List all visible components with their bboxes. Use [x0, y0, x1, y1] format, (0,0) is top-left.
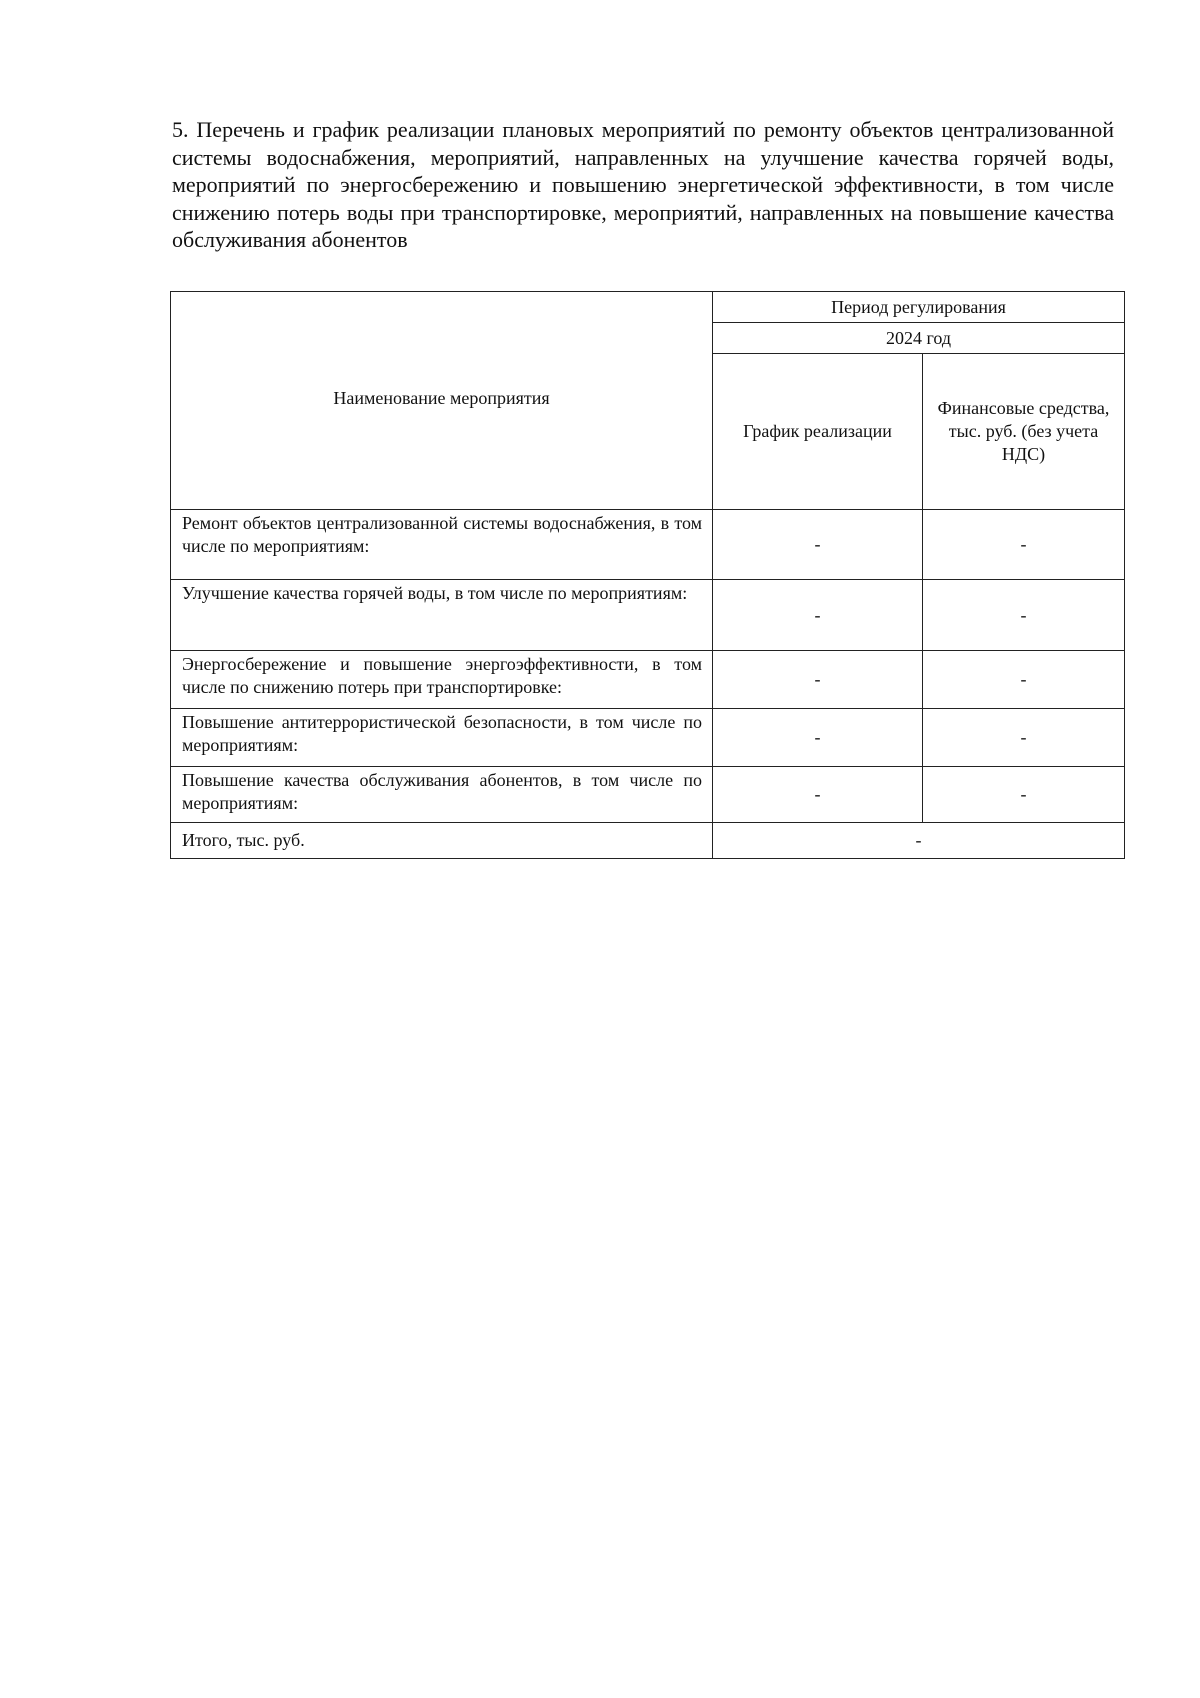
- table-row: [171, 580, 1125, 651]
- row-name: Ремонт объектов централизованной системы водоснабжения, в том числе по мероприятиям:: [171, 510, 713, 580]
- table-row: [171, 510, 1125, 580]
- row-schedule: -: [713, 510, 923, 580]
- col-header-finance: Финансовые средства, тыс. руб. (без учета НДС): [923, 354, 1125, 510]
- table-header-row: [171, 292, 1125, 323]
- row-finance: -: [923, 580, 1125, 651]
- total-label: Итого, тыс. руб.: [171, 823, 713, 859]
- col-header-year: 2024 год: [713, 323, 1125, 354]
- row-name: Повышение качества обслуживания абонентов, в том числе по мероприятиям:: [171, 767, 713, 823]
- measures-table: [170, 291, 1125, 859]
- row-finance: -: [923, 510, 1125, 580]
- table-row: [171, 709, 1125, 767]
- section-heading: 5. Перечень и график реализации плановых мероприятий по ремонту объектов централизованной системы водоснабжения, мероприятий, направленных на улучшение качества горячей воды, мероприятий по энергосбережению и повышению энергетической эффективности, в том числе снижению потерь воды при транспортировке, мероприятий, направленных на повышение качества обслуживания абонентов: [172, 117, 1114, 252]
- row-finance: -: [923, 651, 1125, 709]
- table-total-row: [171, 823, 1125, 859]
- col-header-schedule: График реализации: [713, 354, 923, 510]
- row-finance: -: [923, 709, 1125, 767]
- row-schedule: -: [713, 651, 923, 709]
- row-finance: -: [923, 767, 1125, 823]
- total-value: -: [713, 823, 1125, 859]
- col-header-period: Период регулирования: [713, 292, 1125, 323]
- row-name: Повышение антитеррористической безопасности, в том числе по мероприятиям:: [171, 709, 713, 767]
- row-name: Энергосбережение и повышение энергоэффективности, в том числе по снижению потерь при транспортировке:: [171, 651, 713, 709]
- row-schedule: -: [713, 767, 923, 823]
- row-name: Улучшение качества горячей воды, в том числе по мероприятиям:: [171, 580, 713, 651]
- row-schedule: -: [713, 709, 923, 767]
- table-row: [171, 767, 1125, 823]
- table-row: [171, 651, 1125, 709]
- col-header-name: Наименование мероприятия: [171, 292, 713, 510]
- row-schedule: -: [713, 580, 923, 651]
